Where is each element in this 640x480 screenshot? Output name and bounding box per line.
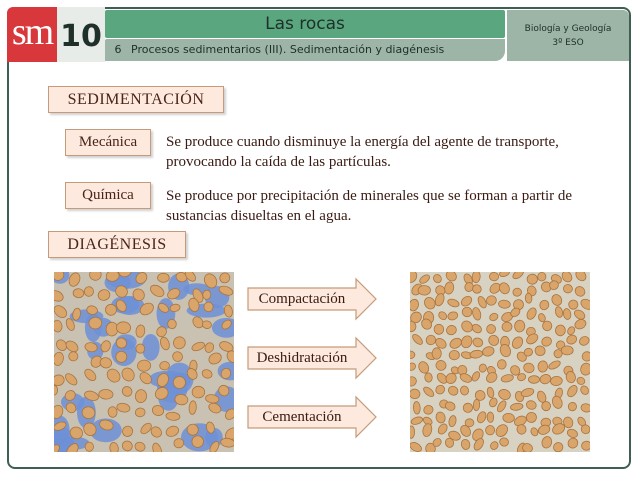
deshidratacion-label: Deshidratación [256, 350, 348, 366]
mecanica-description [166, 132, 616, 172]
subject-name: Biología y Geología [524, 24, 612, 34]
unit-title: Las rocas [105, 10, 505, 38]
quimica-label: Química [65, 182, 151, 209]
subject-badge [507, 10, 629, 61]
mecanica-line-1: Se produce cuando disminuye la energía del agente de transporte, [166, 134, 559, 150]
mecanica-label: Mecánica [65, 129, 151, 156]
unit-number: 10 [57, 7, 105, 62]
section-title: Procesos sedimentarios (III). Sedimentación y diagénesis [131, 43, 445, 56]
loose-sediment-image [54, 272, 234, 452]
diagenesis-heading: DIAGÉNESIS [48, 231, 186, 258]
compactacion-label: Compactación [258, 291, 346, 307]
cementacion-arrow [246, 395, 378, 439]
quimica-line-1: Se produce por precipitación de minerales que se forman a partir de [166, 188, 573, 204]
quimica-description [166, 186, 621, 226]
course-level: 3º ESO [552, 38, 584, 48]
deshidratacion-arrow [246, 336, 378, 380]
section-bar [105, 39, 505, 61]
quimica-line-2: sustancias disueltas en el agua. [166, 208, 352, 224]
mecanica-line-2: provocando la caída de las partículas. [166, 154, 391, 170]
cementacion-label: Cementación [262, 409, 342, 425]
sedimentacion-heading: SEDIMENTACIÓN [48, 86, 224, 113]
sedimentary-rock-image [410, 272, 590, 452]
sm-logo: sm [7, 7, 57, 62]
compactacion-arrow [246, 277, 378, 321]
section-number: 6 [114, 43, 122, 56]
